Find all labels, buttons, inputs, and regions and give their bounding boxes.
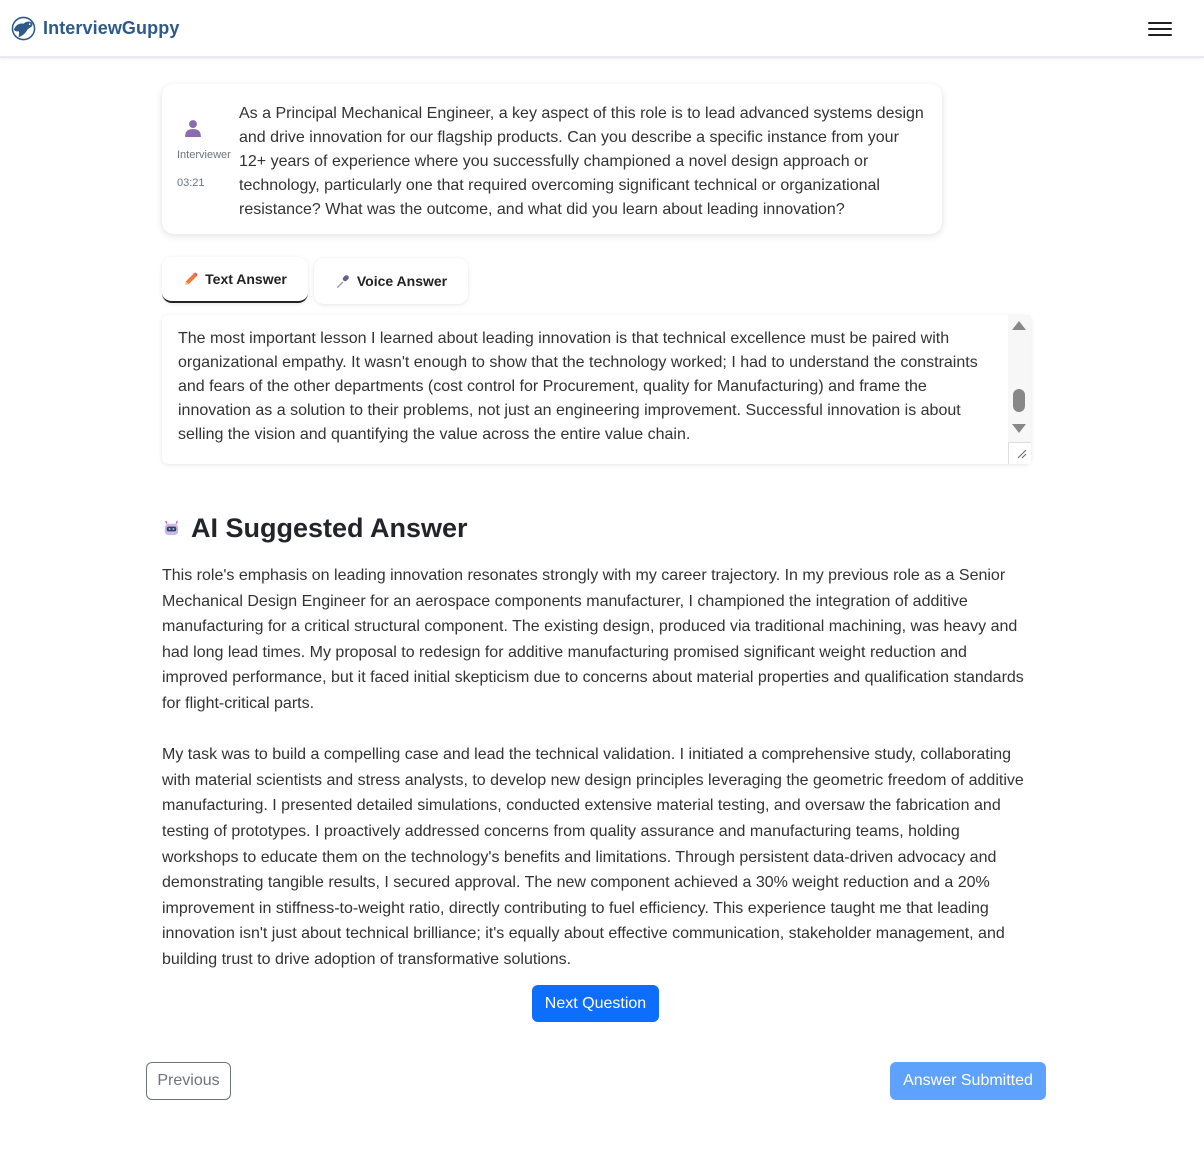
- answer-submitted-button[interactable]: Answer Submitted: [890, 1062, 1046, 1100]
- microphone-icon: [335, 274, 350, 289]
- ai-suggested-body: [162, 563, 1037, 998]
- scroll-up-arrow-icon[interactable]: [1012, 321, 1026, 330]
- brand-link[interactable]: [11, 16, 179, 41]
- resize-handle-icon[interactable]: [1008, 442, 1031, 464]
- scroll-down-arrow-icon[interactable]: [1012, 424, 1026, 433]
- robot-icon: [162, 519, 181, 538]
- ai-suggested-title: AI Suggested Answer: [191, 513, 468, 543]
- question-timestamp: 03:21: [177, 177, 205, 189]
- scrollbar-thumb[interactable]: [1013, 389, 1025, 412]
- pencil-icon: [183, 272, 198, 287]
- person-icon: [184, 119, 202, 137]
- fish-globe-logo-icon: [11, 16, 36, 41]
- question-card: [162, 84, 942, 234]
- tab-text-answer[interactable]: [162, 257, 308, 303]
- question-role: Interviewer: [177, 149, 231, 161]
- navbar: [0, 0, 1204, 58]
- ai-suggested-heading: [162, 513, 468, 544]
- ai-suggested-paragraph: This role's emphasis on leading innovation resonates strongly with my career trajectory. In my previous role as a Senior Mechanical Design Engineer for an aerospace components manufacturer, I championed the integration of additive manufacturing for a critical structural component. The existing design, produced via traditional machining, was heavy and had long lead times. My proposal to redesign for additive manufacturing promised significant weight reduction and improved performance, but it faced initial skepticism due to concerns about material properties and qualification standards for flight-critical parts.: [162, 567, 1024, 712]
- answer-text[interactable]: The most important lesson I learned about leading innovation is that technical excellence must be paired with organizational empathy. It wasn't enough to show that the technology worked; I had to understand the constraints and fears of the other departments (cost control for Procurement, quality for Manufacturing) and frame the innovation as a solution to their problems, not just an engineering improvement. Successful innovation is about selling the vision and quantifying the value across the entire value chain.: [178, 330, 978, 443]
- ai-suggested-paragraph: My task was to build a compelling case and lead the technical validation. I initiated a comprehensive study, collaborating with material scientists and stress analysts, to develop new design principles leveraging the geometric freedom of additive manufacturing. I presented detailed simulations, conducted extensive material testing, and oversaw the fabrication and testing of prototypes. I proactively addressed concerns from quality assurance and manufacturing teams, holding workshops to educate them on the technology's benefits and limitations. Through persistent data-driven advocacy and demonstrating tangible results, I secured approval. The new component achieved a 30% weight reduction and a 20% improvement in stiffness-to-weight ratio, directly contributing to fuel efficiency. This experience taught me that leading innovation isn't just about technical brilliance; it's equally about effective communication, stakeholder management, and building trust to drive adoption of transformative solutions.: [162, 746, 1024, 968]
- previous-button[interactable]: Previous: [146, 1062, 231, 1100]
- question-text: As a Principal Mechanical Engineer, a key aspect of this role is to lead advanced systems design and drive innovation for our flagship products. Can you describe a specific instance from your 12+ years of experience where you successfully championed a novel design approach or technology, particularly one that required overcoming significant technical or organizational resistance? What was the outcome, and what did you learn about leading innovation?: [239, 105, 924, 218]
- next-question-button[interactable]: Next Question: [532, 985, 659, 1022]
- tab-voice-answer[interactable]: [314, 258, 468, 304]
- tab-voice-answer-label: Voice Answer: [356, 273, 448, 289]
- tab-text-answer-label: Text Answer: [205, 271, 287, 287]
- answer-textarea[interactable]: [162, 315, 1031, 464]
- hamburger-menu-icon[interactable]: [1142, 16, 1178, 44]
- brand-name: InterviewGuppy: [43, 18, 180, 38]
